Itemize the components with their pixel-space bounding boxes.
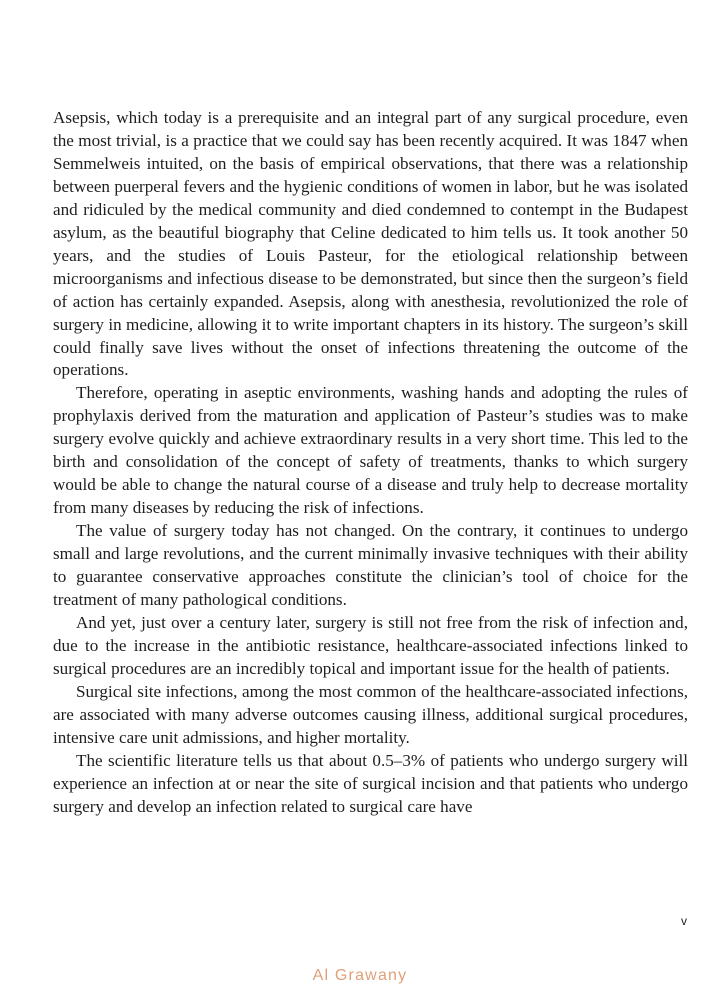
paragraph-scientific-literature: The scientific literature tells us that about 0.5–3% of patients who undergo surgery will experience an infection at or near the site of surgical incision and that patients who undergo surgery and develop an infection related to surgical care have: [53, 750, 688, 816]
page-number: v: [681, 914, 687, 928]
paragraph-aseptic-environments: Therefore, operating in aseptic environments, washing hands and adopting the rules of prophylaxis derived from the maturation and application of Pasteur’s studies was to make surgery evolve quickly and achieve extraordinary results in a very short time. This led to the birth and consolidation of the concept of safety of treatments, thanks to which surgery would be able to change the natural course of a disease and truly help to decrease mortality from many diseases by reducing the risk of infections.: [53, 383, 688, 518]
paragraph-asepsis-history: Asepsis, which today is a prerequisite and an integral part of any surgical procedure, even the most trivial, is a practice that we could say has been recently acquired. It was 1847 when Semmelweis intuited, on the basis of empirical observations, that there was a relationship between puerperal fevers and the hygienic conditions of women in labor, but he was isolated and ridiculed by the medical community and died condemned to contempt in the Budapest asylum, as the beautiful biography that Celine dedicated to him tells us. It took another 50 years, and the studies of Louis Pasteur, for the etiological relationship between microorganisms and infectious disease to be demonstrated, but since then the surgeon’s field of action has certainly expanded. Asepsis, along with anesthesia, revolutionized the role of surgery in medicine, allowing it to write important chapters in its history. The surgeon’s skill could finally save lives without the onset of infections threatening the outcome of the operations.: [53, 108, 688, 380]
paragraph-value-of-surgery: The value of surgery today has not changed. On the contrary, it continues to undergo small and large revolutions, and the current minimally invasive techniques with their ability to guarantee conservative approaches constitute the clinician’s tool of choice for the treatment of many pathological conditions.: [53, 521, 688, 610]
paragraph-surgical-site-infections: Surgical site infections, among the most common of the healthcare-associated infections, are associated with many adverse outcomes causing illness, additional surgical procedures, intensive care unit admissions, and higher mortality.: [53, 681, 688, 747]
page-body: [53, 107, 688, 819]
watermark: Al Grawany: [312, 967, 408, 984]
paragraph-infection-risk: And yet, just over a century later, surgery is still not free from the risk of infection and, due to the increase in the antibiotic resistance, healthcare-associated infections linked to surgical procedures are an incredibly topical and important issue for the health of patients.: [53, 612, 688, 678]
